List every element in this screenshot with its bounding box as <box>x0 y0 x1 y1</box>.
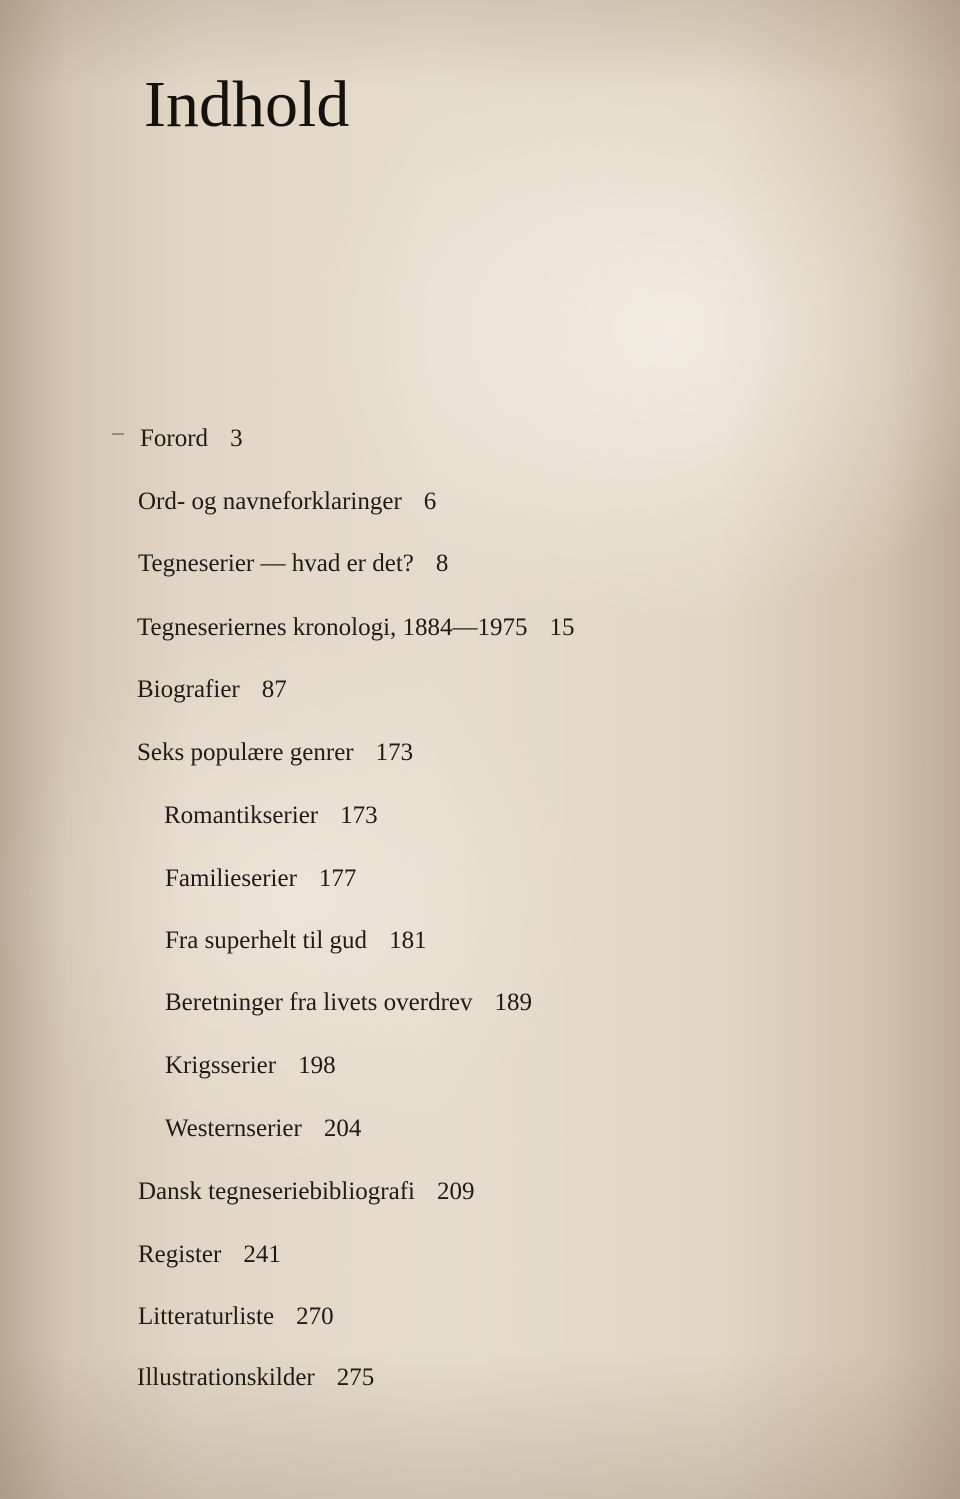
toc-entry-label: Westernserier <box>165 1115 302 1142</box>
toc-entry-label: Tegneserier — hvad er det? <box>138 550 414 577</box>
toc-entry-litteraturliste <box>138 1304 334 1329</box>
toc-entry-page: 181 <box>389 927 427 954</box>
toc-subentry-fra-superhelt-til-gud <box>165 928 427 953</box>
toc-entry-biografier <box>137 677 287 702</box>
toc-entry-page: 8 <box>435 550 449 577</box>
toc-entry-page: 3 <box>230 425 243 452</box>
toc-entry-page: 15 <box>549 614 575 641</box>
toc-entry-label: Ord- og navneforklaringer <box>138 488 402 515</box>
toc-entry-label: Illustrationskilder <box>137 1364 315 1391</box>
toc-entry-page: 241 <box>243 1241 281 1268</box>
toc-entry-page: 198 <box>298 1052 336 1079</box>
toc-entry-seks-populaere-genrer <box>137 740 413 765</box>
toc-entry-label: Krigsserier <box>165 1052 277 1079</box>
toc-entry-page: 275 <box>336 1364 375 1391</box>
toc-entry-page: 270 <box>296 1303 334 1330</box>
toc-subentry-romantikserier <box>164 803 378 828</box>
toc-entry-page: 209 <box>437 1178 475 1205</box>
toc-entry-label: Biografier <box>137 676 240 703</box>
toc-entry-dansk-tegneseriebibliografi <box>138 1179 475 1204</box>
toc-entry-label: Litteraturliste <box>138 1303 275 1330</box>
toc-subentry-familieserier <box>165 866 356 891</box>
toc-entry-illustrationskilder <box>137 1365 374 1390</box>
toc-entry-page: 87 <box>261 676 287 703</box>
toc-entry-forord <box>140 426 243 451</box>
toc-entry-label: Dansk tegneseriebibliografi <box>138 1178 415 1205</box>
toc-entry-page: 173 <box>375 739 414 766</box>
toc-subentry-westernserier <box>165 1116 361 1141</box>
toc-entry-ord-og-navneforklaringer <box>138 489 436 514</box>
toc-entry-label: Beretninger fra livets overdrev <box>165 989 473 1016</box>
toc-entry-page: 173 <box>340 802 378 829</box>
toc-entry-label: Tegneseriernes kronologi, 1884—1975 <box>137 614 528 641</box>
page-title: Indhold <box>144 68 350 141</box>
toc-subentry-beretninger <box>165 990 532 1015</box>
toc-entry-page: 189 <box>494 989 533 1016</box>
toc-entry-page: 177 <box>318 865 357 892</box>
toc-entry-page: 6 <box>423 488 437 515</box>
toc-entry-label: Fra superhelt til gud <box>165 927 368 954</box>
toc-entry-tegneserier-hvad-er-det <box>138 551 448 576</box>
toc-entry-kronologi <box>137 615 575 640</box>
toc-entry-page: 204 <box>323 1115 362 1142</box>
toc-entry-register <box>138 1242 281 1267</box>
toc-entry-label: Romantikserier <box>164 802 319 829</box>
toc-entry-label: Seks populære genrer <box>137 739 354 766</box>
toc-entry-label: Forord <box>140 425 209 452</box>
toc-entry-label: Register <box>138 1241 222 1268</box>
toc-entry-label: Familieserier <box>165 865 297 892</box>
toc-subentry-krigsserier <box>165 1053 336 1078</box>
